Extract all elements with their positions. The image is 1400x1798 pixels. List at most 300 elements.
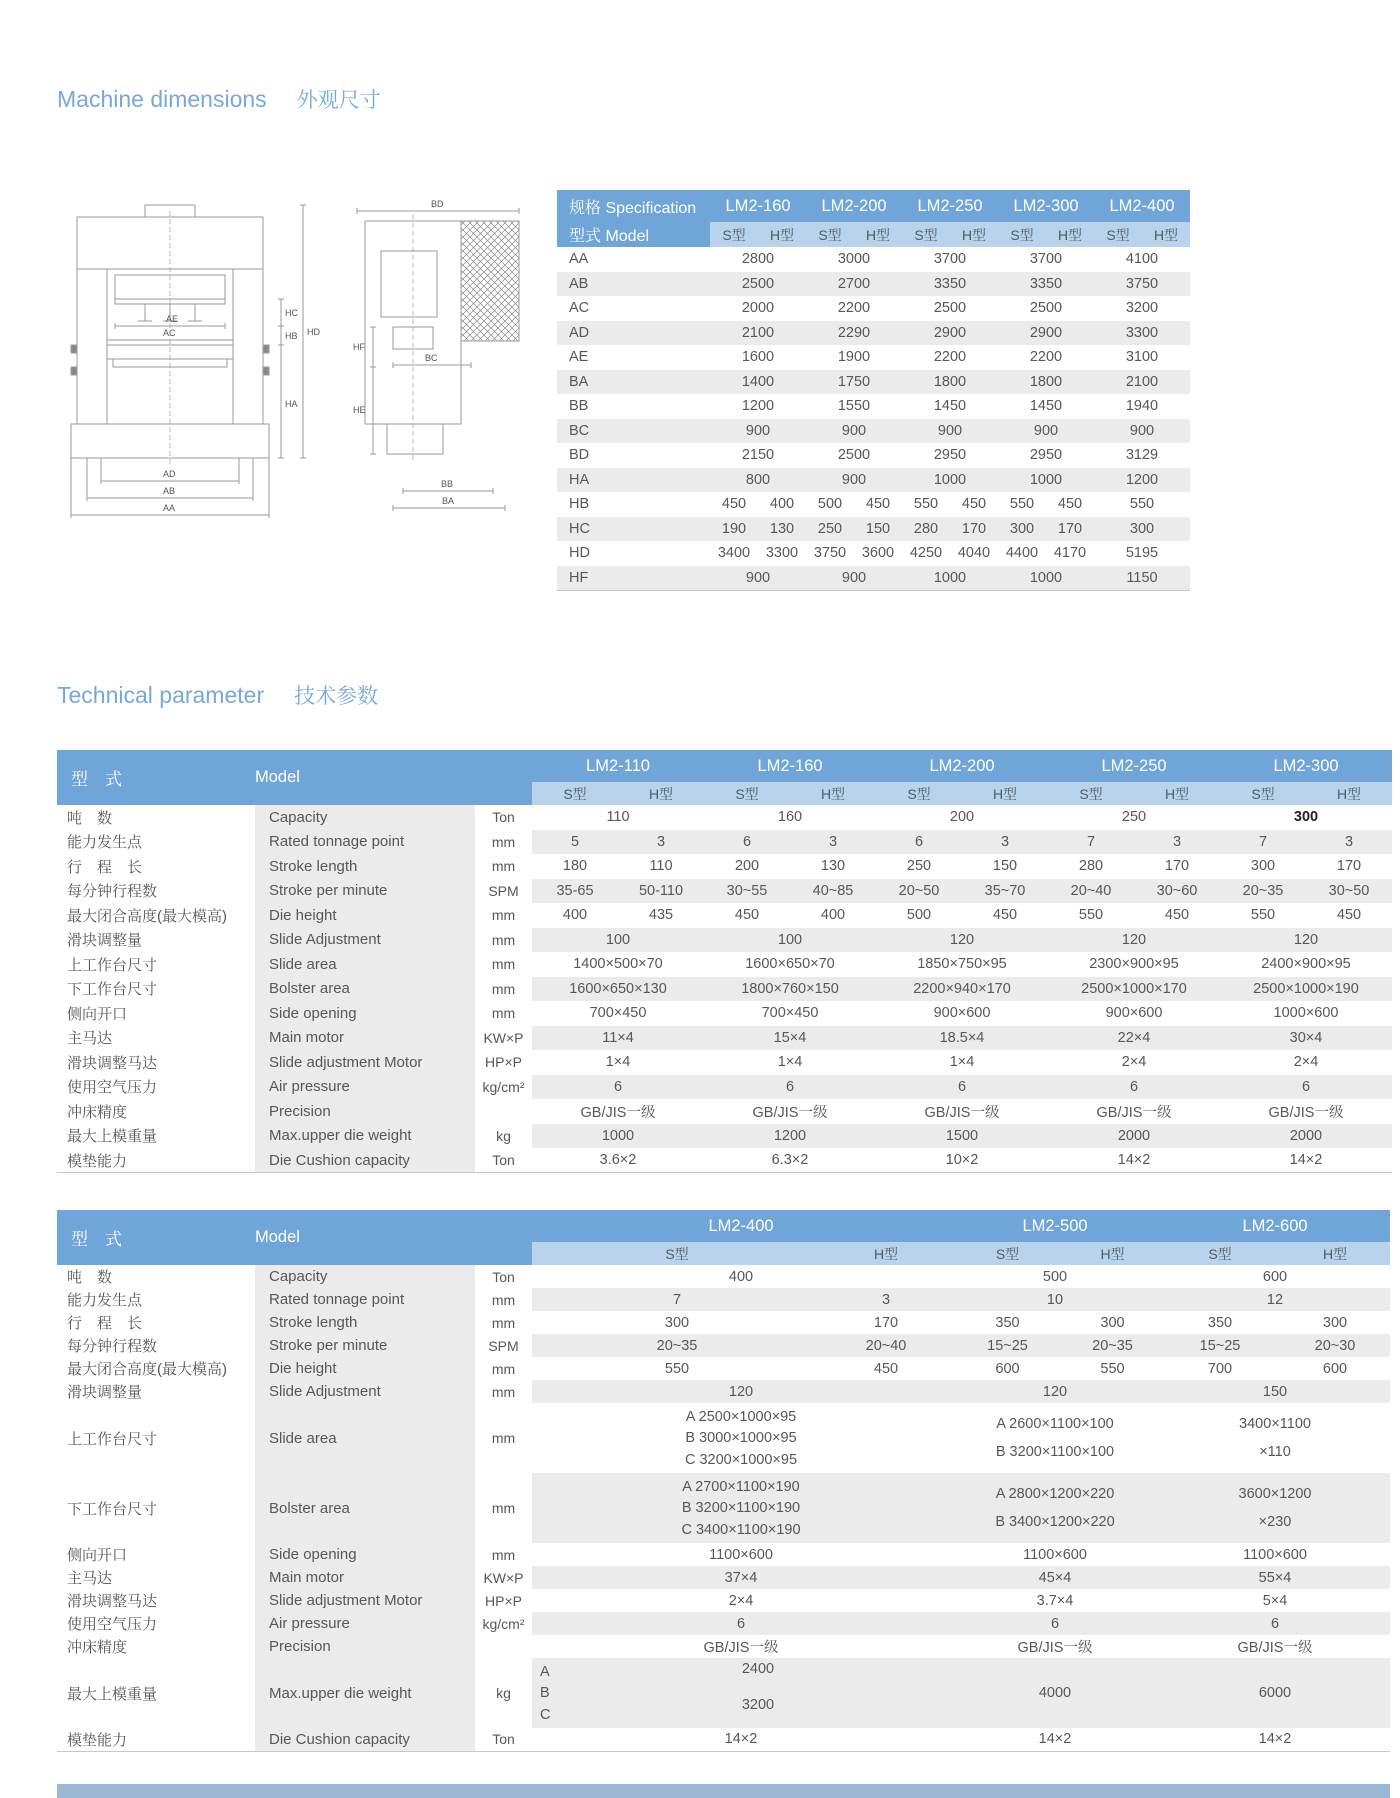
dim-label: BA [442,496,455,506]
dim-value: 2500 [837,447,871,464]
model-label: Model [255,768,300,786]
dim-value: 1800 [902,370,998,395]
dim-value: 2950 [1029,447,1063,464]
dim-value: 3100 [1125,349,1159,366]
section-title-en: Machine dimensions [57,86,267,112]
dim-label: AB [163,486,176,496]
param-row [57,1050,1392,1075]
dim-value: 900 [1094,419,1190,444]
param-value: 100 [532,928,704,953]
dim-value: 1000 [902,468,998,493]
param-row [57,1334,1390,1357]
param-value: 30~50 [1306,879,1392,904]
param-value: 300 [1250,858,1276,875]
machine-dimensions-diagram [57,178,537,598]
dims-row-HA [557,468,1190,493]
param-value: 45×4 [950,1566,1160,1589]
dim-label: AD [163,469,176,479]
s-type-header: S型 [1220,782,1306,805]
param-value: 50-110 [618,879,704,904]
model-header: LM2-200 [876,750,1048,782]
param-unit: Ton [475,1265,532,1288]
dim-value: 280 [902,517,950,542]
param-value: 6 [704,830,790,855]
dims-row-AE [557,345,1190,370]
s-type-header: S型 [532,782,618,805]
param-value: 2500×1000×170 [1048,977,1220,1002]
dims-row-HF [557,566,1190,591]
dims-row-AC [557,296,1190,321]
param-value: 150 [992,858,1018,875]
dim-value: 4170 [1053,545,1087,562]
dim-value: 1150 [1094,566,1190,591]
param-value: 3 [822,1288,950,1311]
param-value: 350 [1207,1314,1233,1331]
param-name-en: Slide adjustment Motor [255,1589,475,1612]
param-name-zh: 冲床精度 [57,1635,255,1658]
dim-code: HD [569,545,590,562]
param-name-zh: 行 程 长 [57,854,255,879]
param-unit: KW×P [475,1026,532,1051]
dim-value: 3350 [902,272,998,297]
value-line: ×110 [1259,1444,1291,1461]
param-value: 35~70 [962,879,1048,904]
param-value-multiline [532,1403,950,1473]
dim-code: BC [557,419,710,444]
dim-value: 550 [1009,496,1035,513]
value-line: C 3400×1100×190 [681,1521,801,1538]
param-value: 3 [962,830,1048,855]
param-value: 1600×650×130 [532,977,704,1002]
variant-letter: C [540,1706,551,1723]
param-name-en: Stroke per minute [255,879,475,904]
param-unit: HP×P [475,1589,532,1612]
value-line: B 3000×1000×95 [685,1430,797,1446]
param-value: 2000 [1220,1124,1392,1149]
param-value: 900×600 [933,1005,991,1022]
param-value: 2500×1000×190 [1220,977,1392,1002]
dim-value: 2500 [710,272,806,297]
dims-row-BA [557,370,1190,395]
param-value: 40~85 [790,879,876,904]
value-line: B 3200×1100×190 [681,1500,801,1516]
param-row [57,1311,1390,1334]
param-name-en: Main motor [255,1566,475,1589]
section-title-zh: 外观尺寸 [296,89,381,112]
param-row [57,903,1392,928]
param-value: 600 [1322,1360,1348,1377]
model-header: LM2-600 [1160,1210,1390,1242]
value-line: A 2800×1200×220 [995,1485,1115,1502]
param-value: GB/JIS一级 [1268,1104,1344,1121]
dim-value: 190 [710,517,758,542]
param-name-zh: 每分钟行程数 [57,1334,255,1357]
param-name-zh: 主马达 [57,1566,255,1589]
param-value: 5×4 [1262,1592,1288,1609]
dim-value: 2100 [710,321,806,346]
param-value: 6 [876,830,962,855]
dim-value: 250 [806,517,854,542]
param-name-en: Max.upper die weight [255,1658,475,1728]
dims-row-HC [557,517,1190,542]
param-unit: mm [475,854,532,879]
dim-value: 2200 [837,300,871,317]
dims-row-AD [557,321,1190,346]
param-name-zh: 主马达 [57,1026,255,1051]
param-name-en: Air pressure [255,1075,475,1100]
dim-label: BD [431,199,444,209]
param-unit: SPM [475,1334,532,1357]
dimension-labels [163,199,454,513]
param-unit: kg/cm² [475,1075,532,1100]
dim-value: 1600 [741,349,775,366]
value-line: ×230 [1258,1514,1292,1531]
h-type-header: H型 [822,1242,950,1265]
dim-value: 1940 [1125,398,1159,415]
param-name-en: Max.upper die weight [255,1124,475,1149]
dims-row-HB [557,492,1190,517]
dim-value: 900 [902,419,998,444]
param-row [57,1589,1390,1612]
dim-code: HA [557,468,710,493]
param-unit: mm [475,830,532,855]
h-type-header: H型 [1065,1242,1160,1265]
param-name-en: Capacity [255,805,475,830]
param-value: 14×2 [1220,1148,1392,1173]
dim-code: BA [557,370,710,395]
param-name-zh: 滑块调整马达 [57,1050,255,1075]
variant-letter: B [540,1685,550,1701]
s-type-header: S型 [704,782,790,805]
param-name-zh: 滑块调整马达 [57,1589,255,1612]
param-value: 3 [790,830,876,855]
s-type-header: S型 [998,222,1046,247]
model-header: LM2-200 [806,190,902,222]
param-name-zh: 滑块调整量 [57,928,255,953]
param-name-zh: 使用空气压力 [57,1075,255,1100]
param-value: 1850×750×95 [917,956,1007,973]
param-row [57,1357,1390,1380]
dim-code: HB [569,496,590,513]
param-name-zh: 模垫能力 [57,1148,255,1173]
param-value: 1100×600 [1243,1546,1307,1563]
param-value: 20~40 [822,1334,950,1357]
param-row [57,1288,1390,1311]
machine-dimensions-table [557,190,1190,591]
model-header: LM2-400 [1094,190,1190,222]
param-value: 180 [562,858,588,875]
param-unit: mm [475,1357,532,1380]
h-type-header: H型 [962,782,1048,805]
param-value: 7 [1048,830,1134,855]
s-type-header: S型 [876,782,962,805]
s-type-header: S型 [1160,1242,1280,1265]
value-line: B 3400×1200×220 [995,1514,1115,1531]
param-value: 280 [1078,858,1104,875]
dim-value: 1400 [710,370,806,395]
param-name-en: Precision [255,1635,475,1658]
param-value: 450 [734,907,760,924]
dim-value: 3300 [765,545,799,562]
param-value: 170 [1164,858,1190,875]
param-name-en: Rated tonnage point [255,1288,475,1311]
dim-value: 450 [721,496,747,513]
param-value: 11×4 [532,1026,704,1051]
h-type-header: H型 [1134,782,1220,805]
param-name-zh: 侧向开口 [57,1001,255,1026]
param-name-zh: 模垫能力 [57,1728,255,1751]
s-type-header: S型 [1094,222,1142,247]
dim-label: AA [163,503,176,513]
dim-value: 3350 [998,272,1094,297]
param-value: 30~55 [704,879,790,904]
param-value: 1100×600 [1023,1546,1087,1563]
param-row [57,977,1392,1002]
param-value: 200 [734,858,760,875]
param-row [57,952,1392,977]
dim-value: 550 [1129,496,1155,513]
param-name-zh: 吨 数 [57,805,255,830]
dim-value: 4100 [1125,251,1159,268]
model-header: LM2-300 [1220,750,1392,782]
dim-value: 450 [961,496,987,513]
dim-value: 2000 [741,300,775,317]
param-value-multiline [532,1473,950,1543]
dim-code: HF [557,566,710,591]
dim-value: 1900 [837,349,871,366]
param-name-en: Slide Adjustment [255,1380,475,1403]
param-value: 130 [820,858,846,875]
param-value: 2×4 [728,1592,754,1609]
param-value: 30~60 [1134,879,1220,904]
dim-value: 3750 [1094,272,1190,297]
param-value: 2300×900×95 [1089,956,1179,973]
dim-value: 900 [806,419,902,444]
param-value: 1×4 [949,1054,975,1071]
param-value: 4000 [950,1658,1160,1728]
dim-code: AE [569,349,589,366]
param-unit: mm [475,1288,532,1311]
param-unit [475,1635,532,1658]
param-value: GB/JIS一级 [1017,1640,1093,1656]
dim-value: 2800 [741,251,775,268]
param-name-en: Side opening [255,1001,475,1026]
param-value: 1000 [532,1124,704,1149]
dim-value: 3600 [861,545,895,562]
dim-value: 3700 [1029,251,1063,268]
h-type-header: H型 [950,222,998,247]
param-value: 3.7×4 [1036,1592,1074,1609]
dim-value: 2500 [933,300,967,317]
model-header: LM2-250 [1048,750,1220,782]
technical-parameter-table-lm2-400-600 [57,1210,1390,1752]
param-name-en: Slide adjustment Motor [255,1050,475,1075]
dim-value: 3129 [1125,447,1159,464]
param-value: 250 [1121,809,1147,826]
param-value: 22×4 [1048,1026,1220,1051]
value-line: 3400×1100 [1239,1415,1311,1432]
param-name-zh: 侧向开口 [57,1543,255,1566]
dim-value: 2150 [741,447,775,464]
param-unit: kg [475,1124,532,1149]
param-value: 20~35 [1220,879,1306,904]
param-value: 12 [1160,1288,1390,1311]
dim-value: 300 [998,517,1046,542]
dim-value: 1000 [998,468,1094,493]
h-type-header: H型 [854,222,902,247]
param-value: 6.3×2 [704,1148,876,1173]
dim-value: 3200 [1125,300,1159,317]
dim-label: HB [285,331,298,341]
param-value: 500 [1042,1268,1068,1285]
param-value: 900×600 [1105,1005,1163,1022]
param-name-zh: 上工作台尺寸 [57,952,255,977]
dim-value: 400 [769,496,795,513]
machine-front-view [71,205,306,518]
param-name-zh: 最大上模重量 [57,1658,255,1728]
dim-label: HC [285,308,298,318]
s-type-header: S型 [902,222,950,247]
param-value: 550 [1250,907,1276,924]
param-value: 300 [1322,1314,1348,1331]
param-value: 6 [1160,1612,1390,1635]
param-value: 18.5×4 [876,1026,1048,1051]
dim-code: AD [557,321,710,346]
variant-bc-value: 3200 [741,1696,775,1713]
param-value: 10×2 [876,1148,1048,1173]
param-value: 6 [950,1612,1160,1635]
dim-value: 1200 [1094,468,1190,493]
param-row [57,1728,1390,1751]
dim-value: 900 [806,566,902,591]
param-name-zh: 下工作台尺寸 [57,977,255,1002]
param-row [57,928,1392,953]
dim-value: 170 [1046,517,1094,542]
param-value: 5 [532,830,618,855]
dim-value: 3700 [933,251,967,268]
param-value: 170 [1336,858,1362,875]
param-value: 1200 [704,1124,876,1149]
param-value: 20~35 [532,1334,822,1357]
param-unit: mm [475,1001,532,1026]
dim-value: 300 [1094,517,1190,542]
param-value: GB/JIS一级 [752,1104,828,1121]
param-value: 14×2 [1160,1728,1390,1751]
dim-value: 5195 [1125,545,1159,562]
model-label-header: 型式 Model [557,222,710,247]
dim-value: 4400 [1005,545,1039,562]
param-value: 1×4 [605,1054,631,1071]
dim-value: 550 [913,496,939,513]
param-value: 1800×760×150 [704,977,876,1002]
param-value: 2×4 [1121,1054,1147,1071]
param-unit: mm [475,1380,532,1403]
param-value: 20~40 [1048,879,1134,904]
param-value-abc [532,1658,950,1728]
value-line: 3600×1200 [1238,1485,1312,1502]
dim-value: 900 [710,419,806,444]
param-name-en: Precision [255,1099,475,1124]
dim-value: 2900 [902,321,998,346]
param-row [57,1075,1392,1100]
param-name-zh: 冲床精度 [57,1099,255,1124]
dim-value: 2290 [806,321,902,346]
model-header: LM2-300 [998,190,1094,222]
type-label: 型 式 [71,770,122,789]
param-name-en: Rated tonnage point [255,830,475,855]
param-value: 200 [949,809,975,826]
section-title-technical-parameter [57,680,378,710]
dim-value: 1800 [998,370,1094,395]
param-name-zh: 滑块调整量 [57,1380,255,1403]
dim-value: 3300 [1094,321,1190,346]
model-label: Model [255,1228,300,1246]
dim-value: 2500 [1029,300,1063,317]
param-value: 14×2 [950,1728,1160,1751]
value-line: A 2500×1000×95 [685,1408,797,1425]
type-model-header [57,750,532,805]
param-value: 300 [664,1314,690,1331]
param-value: 435 [648,907,674,924]
dim-value: 1550 [837,398,871,415]
dim-value: 3750 [813,545,847,562]
param-name-en: Slide area [255,1403,475,1473]
param-name-zh: 吨 数 [57,1265,255,1288]
param-value: 500 [906,907,932,924]
param-value: 110 [606,809,630,826]
param-name-en: Slide Adjustment [255,928,475,953]
param-value: GB/JIS一级 [924,1104,1000,1121]
param-row [57,1099,1392,1124]
param-value: GB/JIS一级 [703,1640,779,1656]
param-value: 2×4 [1293,1054,1319,1071]
param-row [57,1001,1392,1026]
param-value-multiline [950,1403,1160,1473]
dim-value: 900 [806,468,902,493]
param-unit: mm [475,1403,532,1473]
param-unit: SPM [475,879,532,904]
param-value: 100 [704,928,876,953]
param-row [57,1380,1390,1403]
param-name-en: Die Cushion capacity [255,1728,475,1751]
param-value: 170 [873,1314,899,1331]
param-unit: mm [475,1473,532,1543]
param-name-en: Air pressure [255,1612,475,1635]
type-label: 型 式 [71,1230,122,1249]
dim-value: 500 [817,496,843,513]
h-type-header: H型 [1046,222,1094,247]
param-value: 15~25 [1160,1334,1280,1357]
param-name-en: Die height [255,1357,475,1380]
param-value-multiline [1160,1403,1390,1473]
param-value: 3 [1306,830,1392,855]
param-value: 400 [562,907,588,924]
param-value: GB/JIS一级 [1096,1104,1172,1121]
dim-value: 150 [854,517,902,542]
dim-value: 1200 [741,398,775,415]
param-unit: mm [475,1543,532,1566]
param-name-en: Main motor [255,1026,475,1051]
param-value: 700×450 [589,1005,647,1022]
param-value: 150 [1160,1380,1390,1403]
param-value: 2400×900×95 [1261,956,1351,973]
model-header: LM2-160 [710,190,806,222]
s-type-header: S型 [710,222,758,247]
param-name-en: Die height [255,903,475,928]
param-value: 250 [906,858,932,875]
param-name-zh: 最大闭合高度(最大模高) [57,903,255,928]
variant-a-value: 2400 [741,1661,775,1677]
